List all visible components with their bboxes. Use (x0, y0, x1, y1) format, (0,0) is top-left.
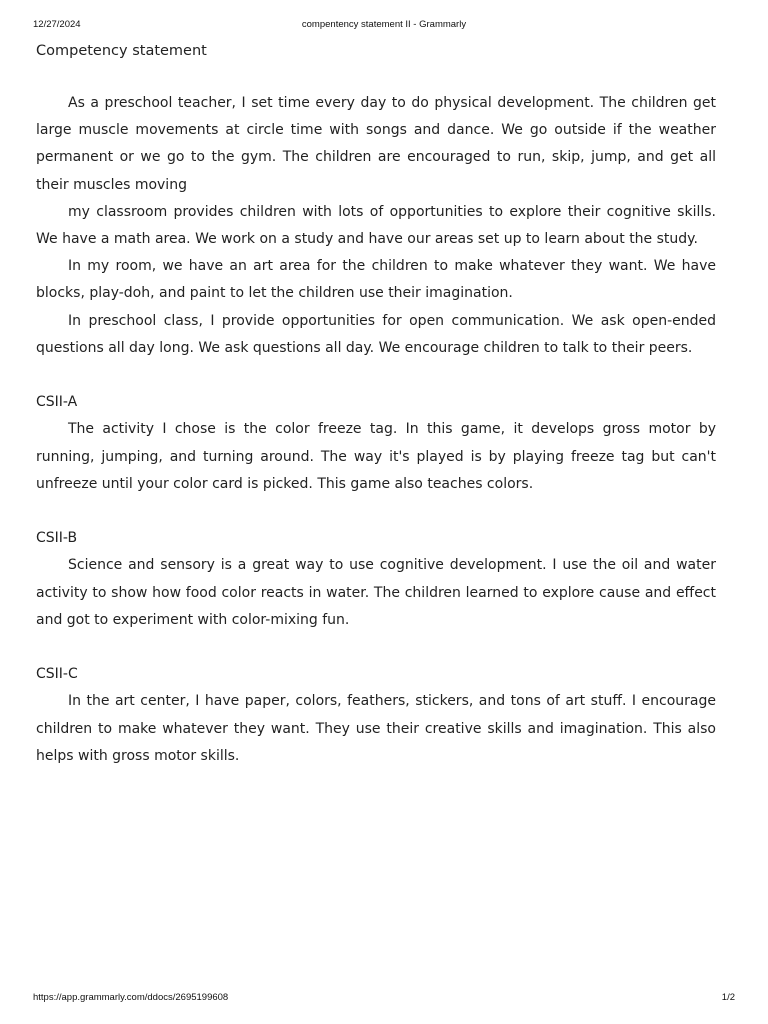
section-heading: CSII-B (36, 530, 78, 547)
section-paragraph: In the art center, I have paper, colors, feathers, stickers, and tons of art stuff. I encourage children to make whatever they want. They use their creative skills and imagination. This also helps with gross motor skills. (36, 693, 716, 764)
intro-paragraph-communication: In preschool class, I provide opportunities for open communication. We ask open-ended questions all day long. We ask questions all day. We encourage children to talk to their peers. (36, 312, 716, 356)
document-body (36, 39, 716, 770)
print-date: 12/27/2024 (33, 19, 81, 30)
intro-paragraph-physical: As a preschool teacher, I set time every day to do physical development. The children get large muscle movements at circle time with songs and dance. We go outside if the weather permanent or we go to the gym. The children are encouraged to run, skip, jump, and get all their muscles moving (36, 95, 716, 193)
page-number: 1/2 (721, 992, 735, 1003)
section-paragraph: The activity I chose is the color freeze tag. In this game, it develops gross motor by running, jumping, and turning around. The way it's played is by playing freeze tag but can't unfreeze until your color card is picked. This game also teaches colors. (36, 421, 716, 492)
intro-paragraph-cognitive: my classroom provides children with lots of opportunities to explore their cognitive skills. We have a math area. We work on a study and have our areas set up to learn about the study. (36, 203, 716, 248)
print-title: compentency statement II - Grammarly (301, 19, 467, 30)
document-title: Competency statement (36, 43, 207, 59)
section-heading: CSII-A (36, 394, 78, 411)
intro-paragraph-creative: In my room, we have an art area for the children to make whatever they want. We have blocks, play-doh, and paint to let the children use their imagination. (36, 258, 716, 302)
section-csii-a (36, 389, 716, 498)
section-csii-c (36, 661, 716, 770)
print-header (0, 19, 768, 31)
print-footer (0, 992, 768, 1004)
section-paragraph: Science and sensory is a great way to use cognitive development. I use the oil and water activity to show how food color reacts in water. The children learned to explore cause and effect and got to experiment with color-mixing fun. (36, 557, 716, 628)
section-csii-b (36, 525, 716, 634)
page-url[interactable]: https://app.grammarly.com/ddocs/2695199608 (33, 992, 229, 1003)
section-heading: CSII-C (36, 666, 78, 683)
